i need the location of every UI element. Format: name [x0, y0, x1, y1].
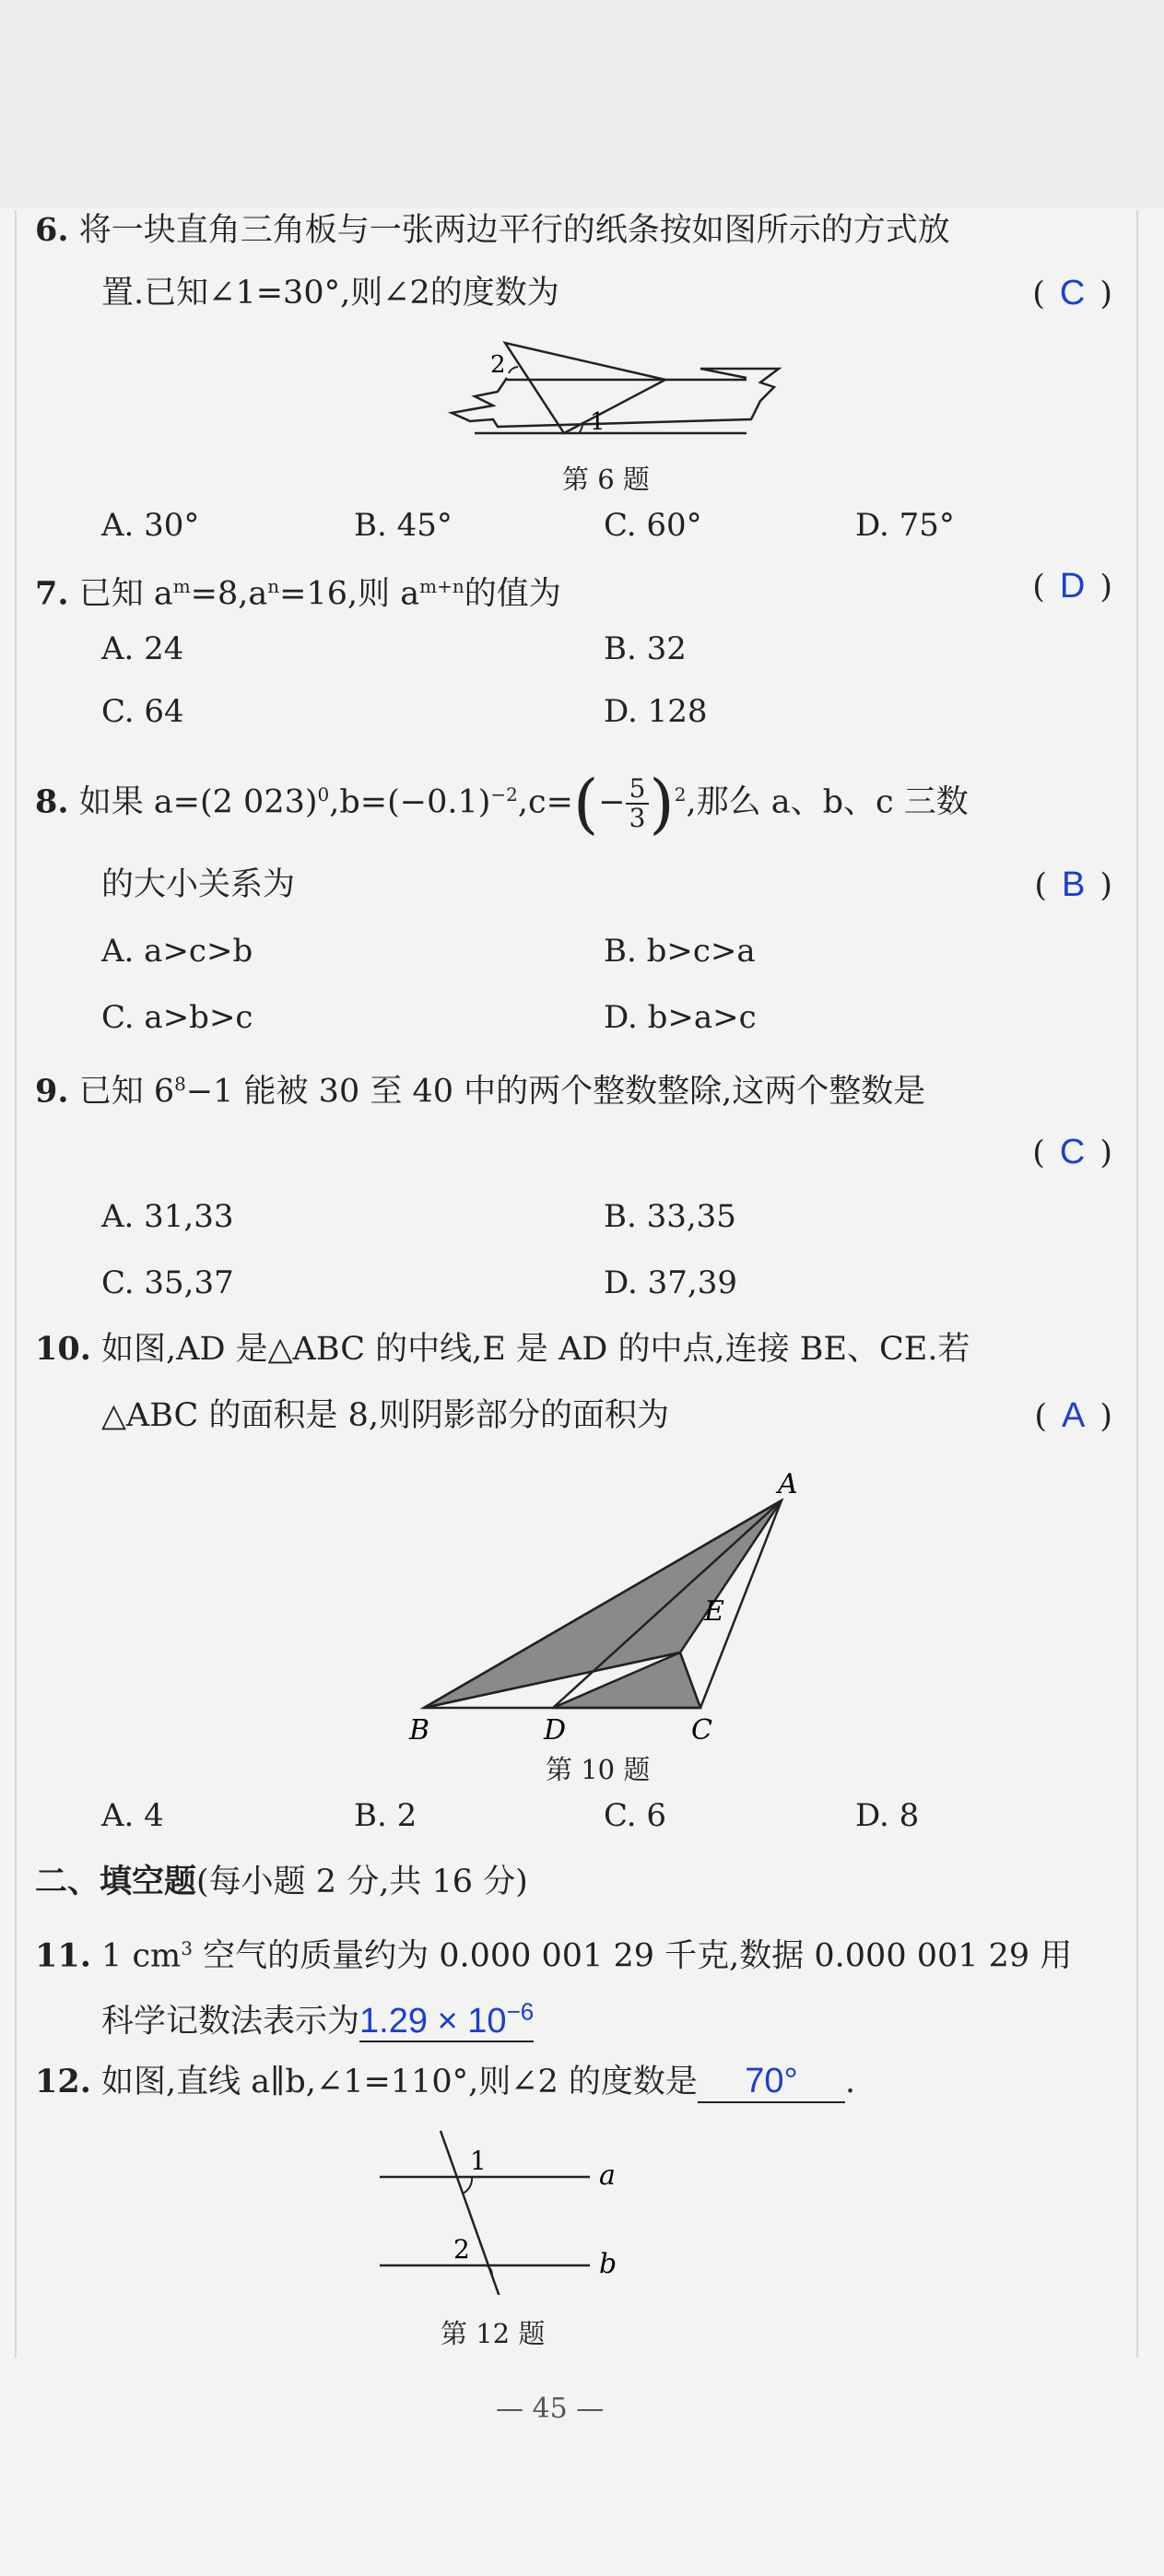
- q9-sup-8: 8: [174, 1073, 186, 1095]
- q10-triangle-abc: [424, 1500, 782, 1708]
- q11-answer-exp: −6: [506, 1997, 535, 2025]
- q8-number: 8.: [35, 782, 69, 821]
- q9-option-c: C. 35,37: [101, 1264, 234, 1301]
- q10-label-d: D: [544, 1714, 567, 1747]
- q12-label-1: 1: [470, 2146, 487, 2176]
- section2-note: (每小题 2 分,共 16 分): [196, 1864, 528, 1900]
- q6-triangle: [505, 343, 665, 433]
- q7-answer: D: [1059, 567, 1086, 606]
- q11-answer: [359, 1997, 535, 2042]
- q8-frac-den: 3: [629, 803, 646, 834]
- left-margin-line: [15, 210, 17, 2358]
- q7-option-c: C. 64: [101, 693, 184, 730]
- right-margin-line: [1136, 210, 1138, 2358]
- q7-option-d: D. 128: [604, 693, 708, 730]
- q9-text-b: −1 能被 30 至 40 中的两个整数整除,这两个整数是: [185, 1073, 926, 1111]
- q7-answer-bracket: ( D ): [1032, 567, 1112, 606]
- q12-figure: [369, 2120, 645, 2295]
- q9-answer: C: [1059, 1133, 1086, 1171]
- q9-option-a: A. 31,33: [101, 1198, 234, 1235]
- q8-right-paren: ): [649, 766, 675, 842]
- q7-sup-m: m: [172, 575, 191, 597]
- q8-fraction: [626, 775, 650, 832]
- q11-answer-base: 1.29 × 10: [359, 2001, 507, 2041]
- q8-text-b: ,b=(−0.1): [329, 783, 491, 821]
- q10-option-c: C. 6: [604, 1797, 667, 1834]
- q12-answer: 70°: [698, 2061, 845, 2103]
- q12-label-b: b: [599, 2248, 617, 2280]
- q6-line2: 置.已知∠1=30°,则∠2的度数为: [101, 275, 559, 312]
- q12-text: 如图,直线 a∥b,∠1=110°,则∠2 的度数是: [101, 2064, 698, 2100]
- q8-text-a: 如果 a=(2 023): [78, 783, 318, 821]
- q12-caption: 第 12 题: [441, 2318, 546, 2349]
- q10-line2: △ABC 的面积是 8,则阴影部分的面积为: [101, 1397, 669, 1434]
- q7-number: 7.: [35, 574, 69, 613]
- q10-label-a: A: [778, 1468, 798, 1500]
- q9-number: 9.: [35, 1072, 69, 1111]
- q9-answer-bracket: ( C ): [1032, 1133, 1112, 1171]
- q10-figure: [396, 1456, 820, 1751]
- q7-sup-n: n: [267, 575, 280, 597]
- q7-sup-mn: m+n: [419, 575, 464, 597]
- section2-heading: [35, 1862, 528, 1902]
- q8-text-d: ,那么 a、b、c 三数: [686, 783, 969, 821]
- q8-text-c: ,c=: [517, 783, 573, 821]
- q7-stem: [35, 566, 561, 615]
- q6-figure: [442, 332, 783, 452]
- q10-caption: 第 10 题: [546, 1754, 651, 1785]
- q10-line1: [35, 1329, 970, 1370]
- q6-number: 6.: [35, 211, 69, 249]
- page-top-band: [0, 0, 1164, 207]
- q11-text-a: 1 cm: [101, 1937, 182, 1975]
- q11-number: 11.: [35, 1936, 91, 1975]
- q6-caption: 第 6 题: [562, 464, 650, 495]
- q8-left-paren: (: [572, 766, 599, 842]
- q10-option-b: B. 2: [354, 1797, 417, 1834]
- q6-answer: C: [1059, 274, 1086, 312]
- q7-option-a: A. 24: [101, 630, 184, 667]
- q6-answer-bracket: ( C ): [1032, 274, 1112, 312]
- q12-number: 12.: [35, 2063, 91, 2100]
- q11-line2: [101, 1991, 534, 2042]
- q6-option-b: B. 45°: [354, 507, 453, 544]
- q10-text-1: 如图,AD 是△ABC 的中线,E 是 AD 的中点,连接 BE、CE.若: [101, 1331, 970, 1368]
- q8-stem: [35, 766, 969, 842]
- q10-answer: A: [1061, 1396, 1086, 1435]
- q12-end: .: [844, 2064, 856, 2100]
- q10-answer-bracket: ( A ): [1034, 1396, 1112, 1435]
- q9-option-d: D. 37,39: [604, 1264, 737, 1301]
- q6-option-a: A. 30°: [101, 507, 200, 544]
- q7-text-b: =8,a: [190, 575, 268, 613]
- q11-text-b: 空气的质量约为 0.000 001 29 千克,数据 0.000 001 29 用: [192, 1937, 1073, 1975]
- q11-text-2: 科学记数法表示为: [101, 2003, 360, 2041]
- q8-option-a: A. a>c>b: [101, 933, 253, 970]
- section2-title: 二、填空题: [35, 1863, 197, 1900]
- q8-line2: 的大小关系为: [101, 866, 296, 903]
- q8-answer: B: [1061, 865, 1086, 904]
- q10-label-b: B: [409, 1714, 430, 1747]
- q10-label-c: C: [691, 1714, 712, 1747]
- q10-option-a: A. 4: [101, 1797, 164, 1834]
- q8-option-b: B. b>c>a: [604, 933, 756, 970]
- q8-frac-num: 5: [626, 775, 650, 805]
- q12-label-2: 2: [453, 2234, 470, 2264]
- q6-text-1: 将一块直角三角板与一张两边平行的纸条按如图所示的方式放: [78, 212, 950, 249]
- q10-label-e: E: [704, 1595, 724, 1628]
- q12-label-a: a: [599, 2159, 616, 2192]
- q6-option-c: C. 60°: [604, 507, 702, 544]
- q12-stem: [35, 2061, 855, 2103]
- q8-sup-0: 0: [317, 783, 330, 806]
- q9-text-a: 已知 6: [78, 1073, 175, 1111]
- q6-label-1: 1: [590, 408, 606, 436]
- q8-neg-sign: −: [598, 783, 626, 821]
- q8-answer-bracket: ( B ): [1034, 865, 1112, 904]
- q6-line1: [35, 210, 950, 251]
- q7-text-a: 已知 a: [78, 575, 173, 613]
- q8-option-d: D. b>a>c: [604, 999, 757, 1036]
- q8-sup-neg2: −2: [490, 783, 518, 806]
- q8-sup-2: 2: [674, 783, 687, 806]
- page-number: — 45 —: [496, 2393, 605, 2425]
- q6-label-2: 2: [490, 351, 506, 379]
- q10-number: 10.: [35, 1330, 91, 1368]
- q9-stem: [35, 1064, 925, 1112]
- q9-option-b: B. 33,35: [604, 1198, 736, 1235]
- q11-stem: [35, 1928, 1072, 1977]
- q7-text-c: =16,则 a: [279, 575, 420, 613]
- q7-text-d: 的值为: [464, 575, 561, 613]
- q10-option-d: D. 8: [855, 1797, 920, 1834]
- q8-option-c: C. a>b>c: [101, 999, 253, 1036]
- q7-option-b: B. 32: [604, 630, 687, 667]
- q11-sup-3: 3: [181, 1937, 193, 1959]
- q6-option-d: D. 75°: [855, 507, 955, 544]
